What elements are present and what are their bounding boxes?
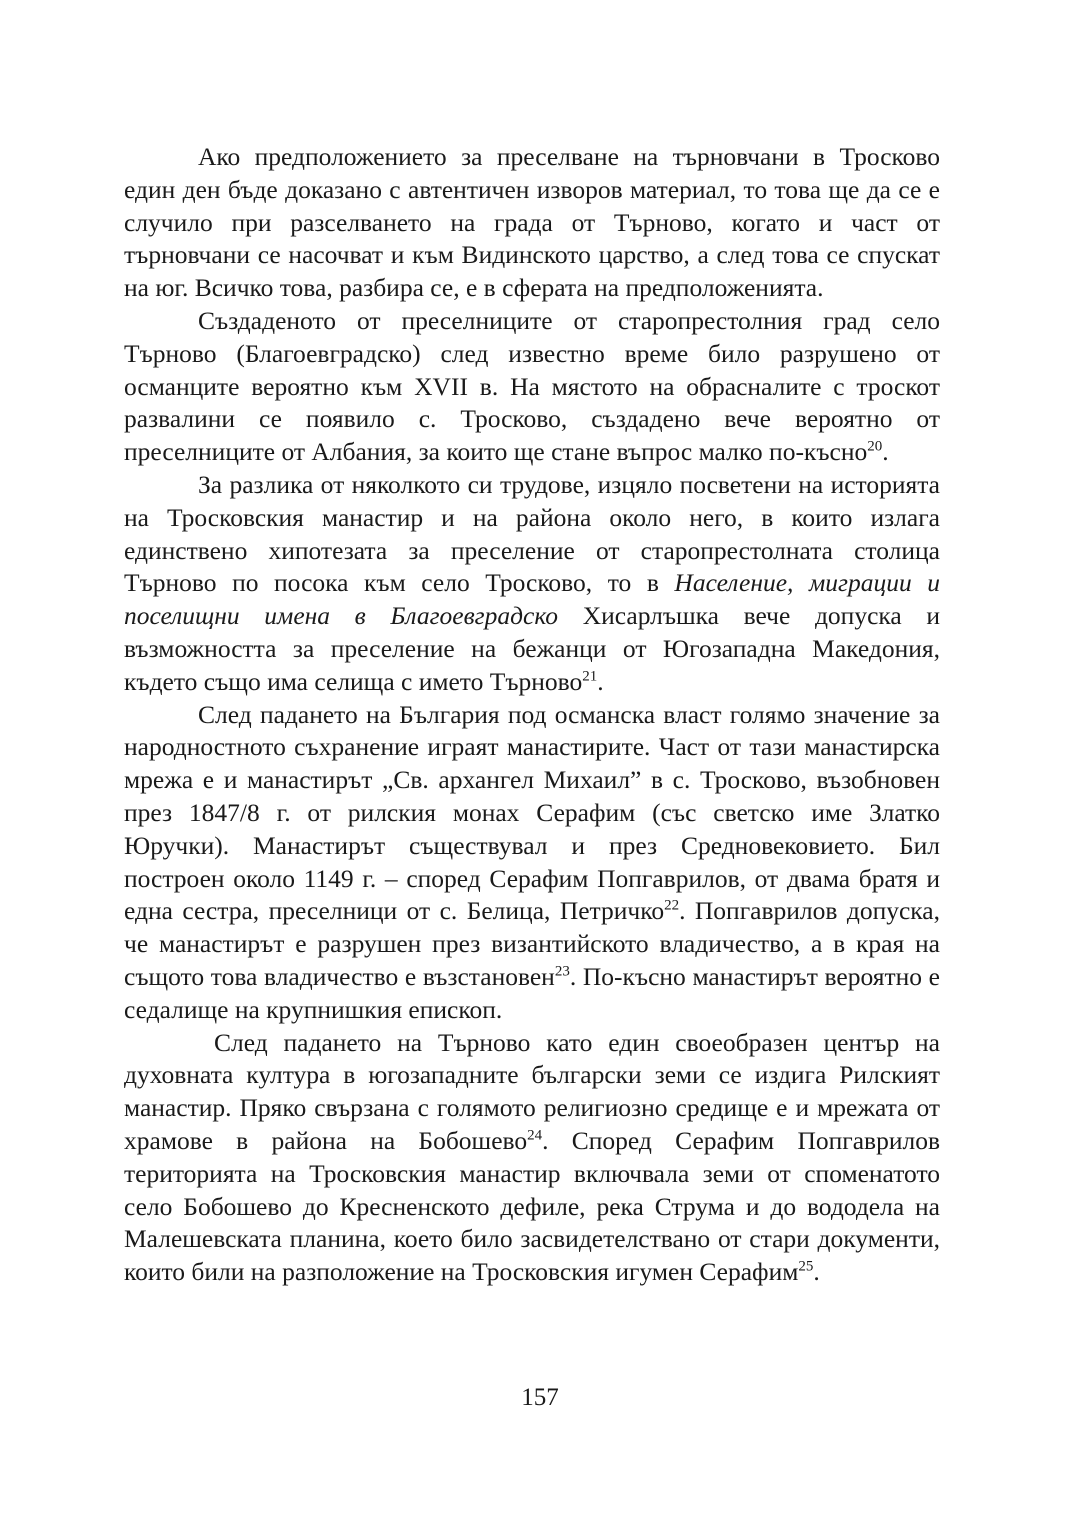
footnote-ref-24[interactable]: 24: [527, 1127, 543, 1144]
paragraph-3: [124, 469, 940, 699]
page-number: 157: [521, 1384, 559, 1411]
book-title: Население, миграции и поселищни имена в Благоевградско: [124, 568, 941, 631]
paragraph-end: .: [813, 1257, 820, 1287]
paragraph-text: Създаденото от преселниците от старопрестолния град село Търново (Благоевградско) след известно време било разрушено от османците вероятно към XVII в. На мястото на обрасналите с троскот развалини се появило с. Тросково, създадено вече вероятно от преселниците от Албания, за които ще стане въпрос малко по-късно: [124, 305, 940, 467]
footnote-ref-25[interactable]: 25: [798, 1258, 814, 1275]
paragraph-text: За разлика от няколкото си трудове, изцяло посветени на историята на Тросковския манастир и на района около него, в които излага единствено хипотезата за преселение от старопрестолната столица Търново по посока към село Тросково, то в: [124, 469, 940, 598]
paragraph-2: [124, 305, 940, 469]
footnote-ref-22[interactable]: 22: [664, 897, 680, 914]
paragraph-text: Ако предположението за преселване на търновчани в Тросково един ден бъде доказано с автентичен изворов материал, то това ще да се е случило при разселването на града от Търново, когато и част от търновчани се насочват и към Видинското царство, а след това се спускат на юг. Всичко това, разбира се, е в сферата на предположенията.: [124, 142, 940, 303]
paragraph-5: [124, 1027, 940, 1289]
paragraph-4: [124, 699, 940, 1027]
paragraph-text: След падането на България под османска власт голямо значение за народностното съхранение играят манастирите. Част от тази манастирска мрежа е и манастирът „Св. архангел Михаил” в с. Тросково, възобновен през 1847/8 г. от рилския монах Серафим (със светско име Златко Юручки). Манастирът съществувал и през Средновековието. Бил построен около 1149 г. – според Серафим Попгаврилов, от двама братя и една сестра, преселници от с. Белица, Петричко: [124, 699, 940, 926]
paragraph-end: .: [597, 666, 604, 696]
paragraph-end: .: [882, 437, 889, 467]
paragraph-text: . Според Серафим Попгаврилов територията на Тросковския манастир включвала земи от споменатото село Бобошево до Кресненското дефиле, река Струма и до вододела на Малешевската планина, което било засвидетелствано от стари документи, които били на разположение на Тросковския игумен Серафим: [124, 1125, 940, 1287]
footnote-ref-23[interactable]: 23: [554, 963, 570, 980]
footnote-ref-20[interactable]: 20: [867, 438, 883, 455]
footnote-ref-21[interactable]: 21: [582, 668, 598, 685]
paragraph-text: . Попгаврилов допуска, че манастирът е разрушен през византийското владичество, а в края на същото това владичество е възстановен: [124, 896, 940, 991]
paragraph-1: [124, 141, 940, 305]
paragraph-text: . По-късно манастирът вероятно е седалище на крупнишкия епископ.: [124, 961, 940, 1024]
page-body: [124, 141, 940, 1289]
paragraph-text: След падането на Търново като един своеобразен център на духовната култура в югозападните български земи се издига Рилският манастир. Пряко свързана с голямото религиозно средище е и мрежата от храмове в района на Бобошево: [124, 1027, 940, 1155]
paragraph-text: Хисарлъшка вече допуска и възможността за преселение на бежанци от Югозападна Македония, където също има селища с името Търново: [124, 601, 940, 696]
